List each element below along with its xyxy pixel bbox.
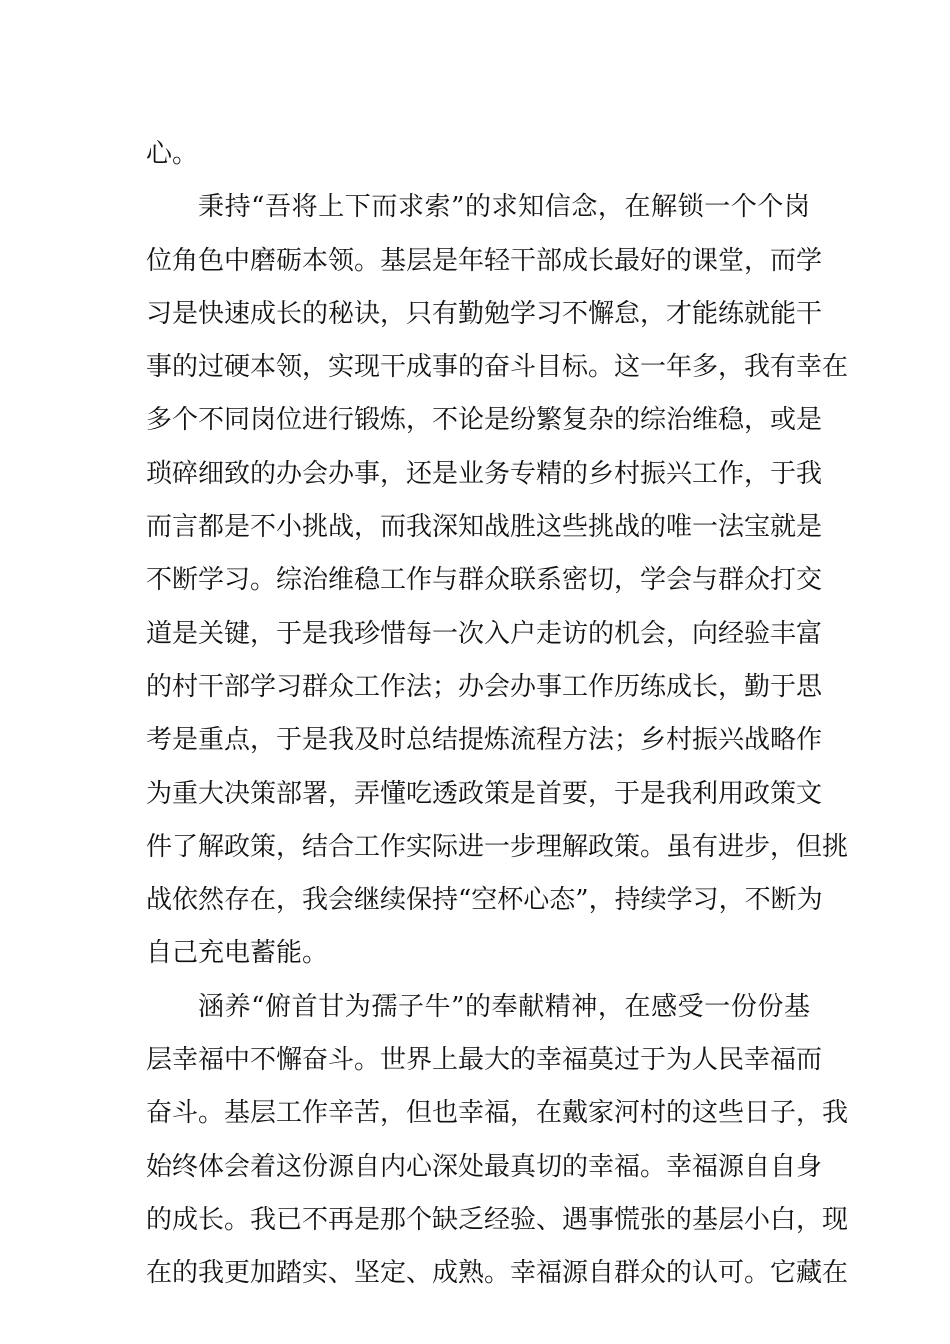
paragraph-1-line-14: 自己充电蓄能。 [146, 938, 329, 969]
paragraph-1-line-1: 位角色中磨砺本领。基层是年轻干部成长最好的课堂，而学 [146, 245, 823, 276]
paragraph-1-line-13: 战依然存在，我会继续保持“空杯心态”，持续学习，不断为 [146, 885, 823, 916]
paragraph-1-line-9: 的村干部学习群众工作法；办会办事工作历练成长，勤于思 [146, 671, 823, 702]
paragraph-2-line-0: 涵养“俯首甘为孺子牛”的奉献精神，在感受一份份基 [198, 991, 810, 1022]
paragraph-1-line-5: 琐碎细致的办会办事，还是业务专精的乡村振兴工作，于我 [146, 458, 823, 489]
paragraph-2-line-1: 层幸福中不懈奋斗。世界上最大的幸福莫过于为人民幸福而 [146, 1045, 823, 1076]
paragraph-1-line-2: 习是快速成长的秘诀，只有勤勉学习不懈怠，才能练就能干 [146, 298, 823, 329]
paragraph-1-line-8: 道是关键，于是我珍惜每一次入户走访的机会，向经验丰富 [146, 618, 823, 649]
paragraph-1-line-4: 多个不同岗位进行锻炼，不论是纷繁复杂的综治维稳，或是 [146, 405, 823, 436]
document-body [146, 128, 849, 1301]
paragraph-1-line-0: 秉持“吾将上下而求索”的求知信念，在解锁一个个岗 [198, 192, 810, 223]
paragraph-1-line-3: 事的过硬本领，实现干成事的奋斗目标。这一年多，我有幸在 [146, 352, 849, 383]
paragraph-1-line-12: 件了解政策，结合工作实际进一步理解政策。虽有进步，但挑 [146, 831, 849, 862]
paragraph-0-line-0: 心。 [146, 139, 199, 169]
paragraph-2-line-3: 始终体会着这份源自内心深处最真切的幸福。幸福源自自身 [146, 1151, 823, 1182]
paragraph-2-line-5: 在的我更加踏实、坚定、成熟。幸福源自群众的认可。它藏在 [146, 1258, 849, 1289]
paragraph-1-line-10: 考是重点，于是我及时总结提炼流程方法；乡村振兴战略作 [146, 725, 823, 756]
paragraph-1-line-11: 为重大决策部署，弄懂吃透政策是首要，于是我利用政策文 [146, 778, 823, 809]
paragraph-1-line-7: 不断学习。综治维稳工作与群众联系密切，学会与群众打交 [146, 565, 823, 596]
paragraph-1-line-6: 而言都是不小挑战，而我深知战胜这些挑战的唯一法宝就是 [146, 512, 823, 543]
paragraph-2-line-4: 的成长。我已不再是那个缺乏经验、遇事慌张的基层小白，现 [146, 1204, 849, 1235]
paragraph-2-line-2: 奋斗。基层工作辛苦，但也幸福，在戴家河村的这些日子，我 [146, 1098, 849, 1129]
